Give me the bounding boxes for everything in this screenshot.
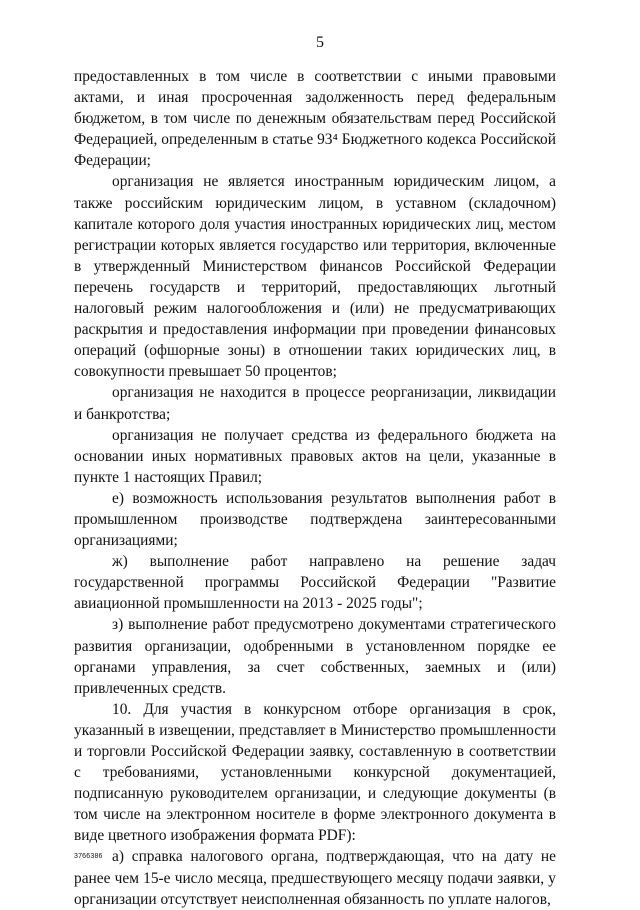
paragraph-continuation: предоставленных в том числе в соответствии с иными правовыми актами, и иная просроченная задолженность перед федеральным бюджетом, в том числе по денежным обязательствам перед Российской Федерацией, определенным в статье 93⁴ Бюджетного кодекса Российской Федерации;	[74, 68, 556, 170]
paragraph-item-zh: ж) выполнение работ направлено на решение задач государственной программы Российской Федерации "Развитие авиационной промышленности на 2013 - 2025 годы";	[74, 553, 556, 613]
paragraph-item-z: з) выполнение работ предусмотрено документами стратегического развития организации, одобренными в установленном порядке ее органами управления, за счет собственных, заемных и (или) привлеченных средств.	[74, 616, 556, 697]
document-id: 3766386	[74, 853, 103, 860]
paragraph-item-e: е) возможность использования результатов выполнения работ в промышленном производстве подтверждена заинтересованными организациями;	[74, 489, 556, 550]
paragraph-item-a: а) справка налогового органа, подтверждающая, что на дату не ранее чем 15-е число месяца, предшествующего месяцу подачи заявки, у организации отсутствует неисполненная обязанность по уплате налогов,	[74, 848, 556, 908]
paragraph-section-10: 10. Для участия в конкурсном отборе организация в срок, указанный в извещении, представляет в Министерство промышленности и торговли Российской Федерации заявку, составленную в соответствии с требованиями, установленными конкурсной документацией, подписанную руководителем организации, и следующие документы (в том числе на электронном носителе в форме электронного документа в виде цветного изображения формата PDF):	[74, 700, 556, 845]
paragraph-foreign-entity-condition: организация не является иностранным юридическим лицом, а также российским юридическим лицом, в уставном (складочном) капитале которого доля участия иностранных юридических лиц, местом регистрации которых является государство или территория, включенные в утвержденный Министерством финансов Российской Федерации перечень государств и территорий, предоставляющих льготный налоговый режим налогообложения и (или) не предусматривающих раскрытия и предоставления информации при проведении финансовых операций (офшорные зоны) в отношении таких юридических лиц, в совокупности превышает 50 процентов;	[74, 173, 556, 381]
page-number: 5	[316, 34, 324, 51]
paragraph-reorganization-condition: организация не находится в процессе реорганизации, ликвидации и банкротства;	[74, 384, 556, 423]
paragraph-budget-funds-condition: организация не получает средства из федерального бюджета на основании иных нормативных правовых актов на цели, указанные в пункте 1 настоящих Правил;	[74, 426, 556, 486]
document-body	[74, 66, 556, 910]
